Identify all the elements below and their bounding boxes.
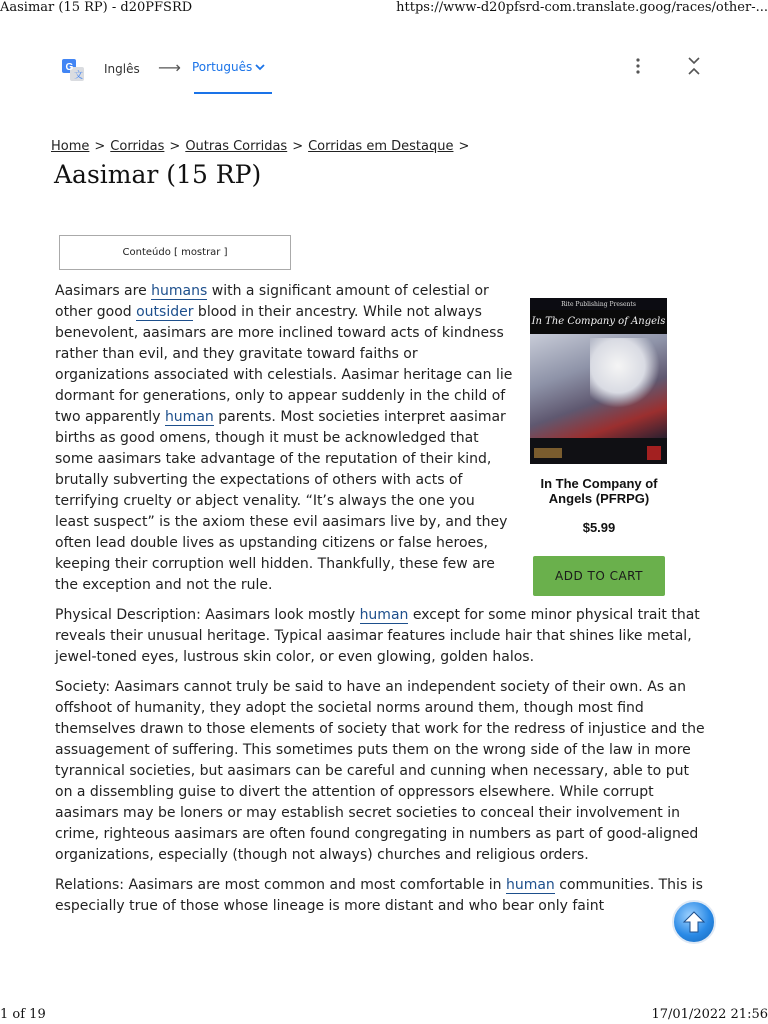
text: Society: Aasimars cannot truly be said to have an independent society of their own. As an offshoot of humanity, they adopt the societal norms around them, though most find themselves drawn to those elements of society that work for the redress of injustice and the assuagement of suffering. This sometimes puts them on the wrong side of the law in more tyrannical societies, but aasimars can be careful and cunning when necessary, able to put on a dissembling guise to divert the attention of oppressors elsewhere. While corrupt aasimars may be loners or may establish secret societies to conceal their involvement in crime, righteous aasimars are often found congregating in numbers as part of good-aligned organizations, especially (though not always) churches and religious orders. [55, 679, 705, 863]
text: Aasimars are [55, 283, 152, 299]
text: blood in their ancestry. While not always benevolent, aasimars are more inclined toward acts of kindness rather than evil, and they gravitate toward faiths or organizations associated with celestials. Aasimar heritage can lie dormant for generations, only to appear suddenly in the child of two apparently [55, 304, 513, 425]
product-title[interactable]: In The Company of Angels (PFRPG) [540, 476, 658, 506]
text: Relations: Aasimars are most common and most comfortable in [55, 877, 506, 893]
breadcrumb [51, 139, 474, 154]
print-footer [0, 1006, 768, 1024]
product-ad [530, 298, 668, 583]
link-humans[interactable]: humans [151, 283, 208, 299]
breadcrumb-outras-corridas[interactable]: Outras Corridas [185, 139, 288, 154]
text: parents. Most societies interpret aasimar births as good omens, though it must be acknowledged that some aasimars take advantage of the reputation of their kind, brutally subverting the expectations of others with acts of terrifying cruelty or abject venality. “It’s always the one you least suspect” is the axiom these evil aasimars live by, and they often lead double lives as upstanding citizens or false heroes, keeping their corruption well hidden. Thankfully, these few are the exception and not the rule. [55, 409, 508, 593]
collapse-icon[interactable] [686, 56, 702, 77]
link-human[interactable]: human [359, 607, 409, 623]
cover-publisher: Rite Publishing Presents [561, 301, 636, 308]
target-language-label: Português [192, 60, 253, 74]
print-header [0, 0, 768, 18]
product-price: $5.99 [582, 520, 616, 535]
breadcrumb-corridas[interactable]: Corridas [110, 139, 165, 154]
add-to-cart-button[interactable]: ADD TO CART [533, 556, 665, 596]
relations-paragraph [55, 875, 710, 917]
google-translate-icon[interactable] [62, 59, 84, 81]
product-cover-image[interactable] [530, 298, 667, 464]
text: except for some minor physical trait that reveals their unusual heritage. Typical aasimar features include hair that shines like metal, jewel-toned eyes, lustrous skin color, or even glowing, golden halos. [55, 607, 700, 665]
cover-art-wing [590, 338, 660, 408]
publisher-logo [647, 446, 661, 460]
more-vert-icon[interactable] [636, 58, 640, 78]
breadcrumb-separator: > [94, 139, 106, 154]
scroll-to-top-button[interactable] [672, 900, 716, 944]
link-human[interactable]: human [164, 409, 214, 425]
society-paragraph [55, 677, 710, 866]
page-counter: 1 of 19 [0, 1007, 46, 1022]
table-of-contents-toggle[interactable]: Conteúdo [ mostrar ] [59, 235, 291, 270]
print-title: Aasimar (15 RP) - d20PFSRD [0, 0, 193, 15]
pathfinder-logo [534, 448, 562, 458]
svg-text:G: G [65, 62, 74, 73]
text: with a significant amount of celestial or other good [55, 283, 489, 320]
arrow-right-icon: ⟶ [158, 58, 181, 77]
target-language-tab[interactable] [192, 60, 265, 74]
link-human[interactable]: human [505, 877, 555, 893]
link-outsider[interactable]: outsider [136, 304, 194, 320]
translate-bar [0, 50, 768, 96]
breadcrumb-separator: > [292, 139, 304, 154]
arrow-up-circle-icon [681, 909, 707, 935]
breadcrumb-home[interactable]: Home [51, 139, 90, 154]
page-title: Aasimar (15 RP) [54, 160, 262, 189]
source-language-tab[interactable]: Inglês [104, 62, 140, 76]
text: communities. This is especially true of those whose lineage is more distant and who bear only faint [55, 877, 703, 914]
physical-description-paragraph [55, 605, 710, 668]
breadcrumb-separator: > [169, 139, 181, 154]
chevron-down-icon [255, 60, 265, 74]
text: Physical Description: Aasimars look mostly [55, 607, 360, 623]
active-tab-indicator [194, 92, 272, 94]
breadcrumb-corridas-em-destaque[interactable]: Corridas em Destaque [308, 139, 454, 154]
svg-text:文: 文 [74, 70, 84, 80]
print-datetime: 17/01/2022 21:56 [651, 1007, 768, 1022]
breadcrumb-separator: > [458, 139, 470, 154]
cover-title: In The Company of Angels [531, 316, 666, 327]
print-url: https://www-d20pfsrd-com.translate.goog/races/other-... [396, 0, 768, 15]
intro-paragraph [55, 281, 513, 596]
